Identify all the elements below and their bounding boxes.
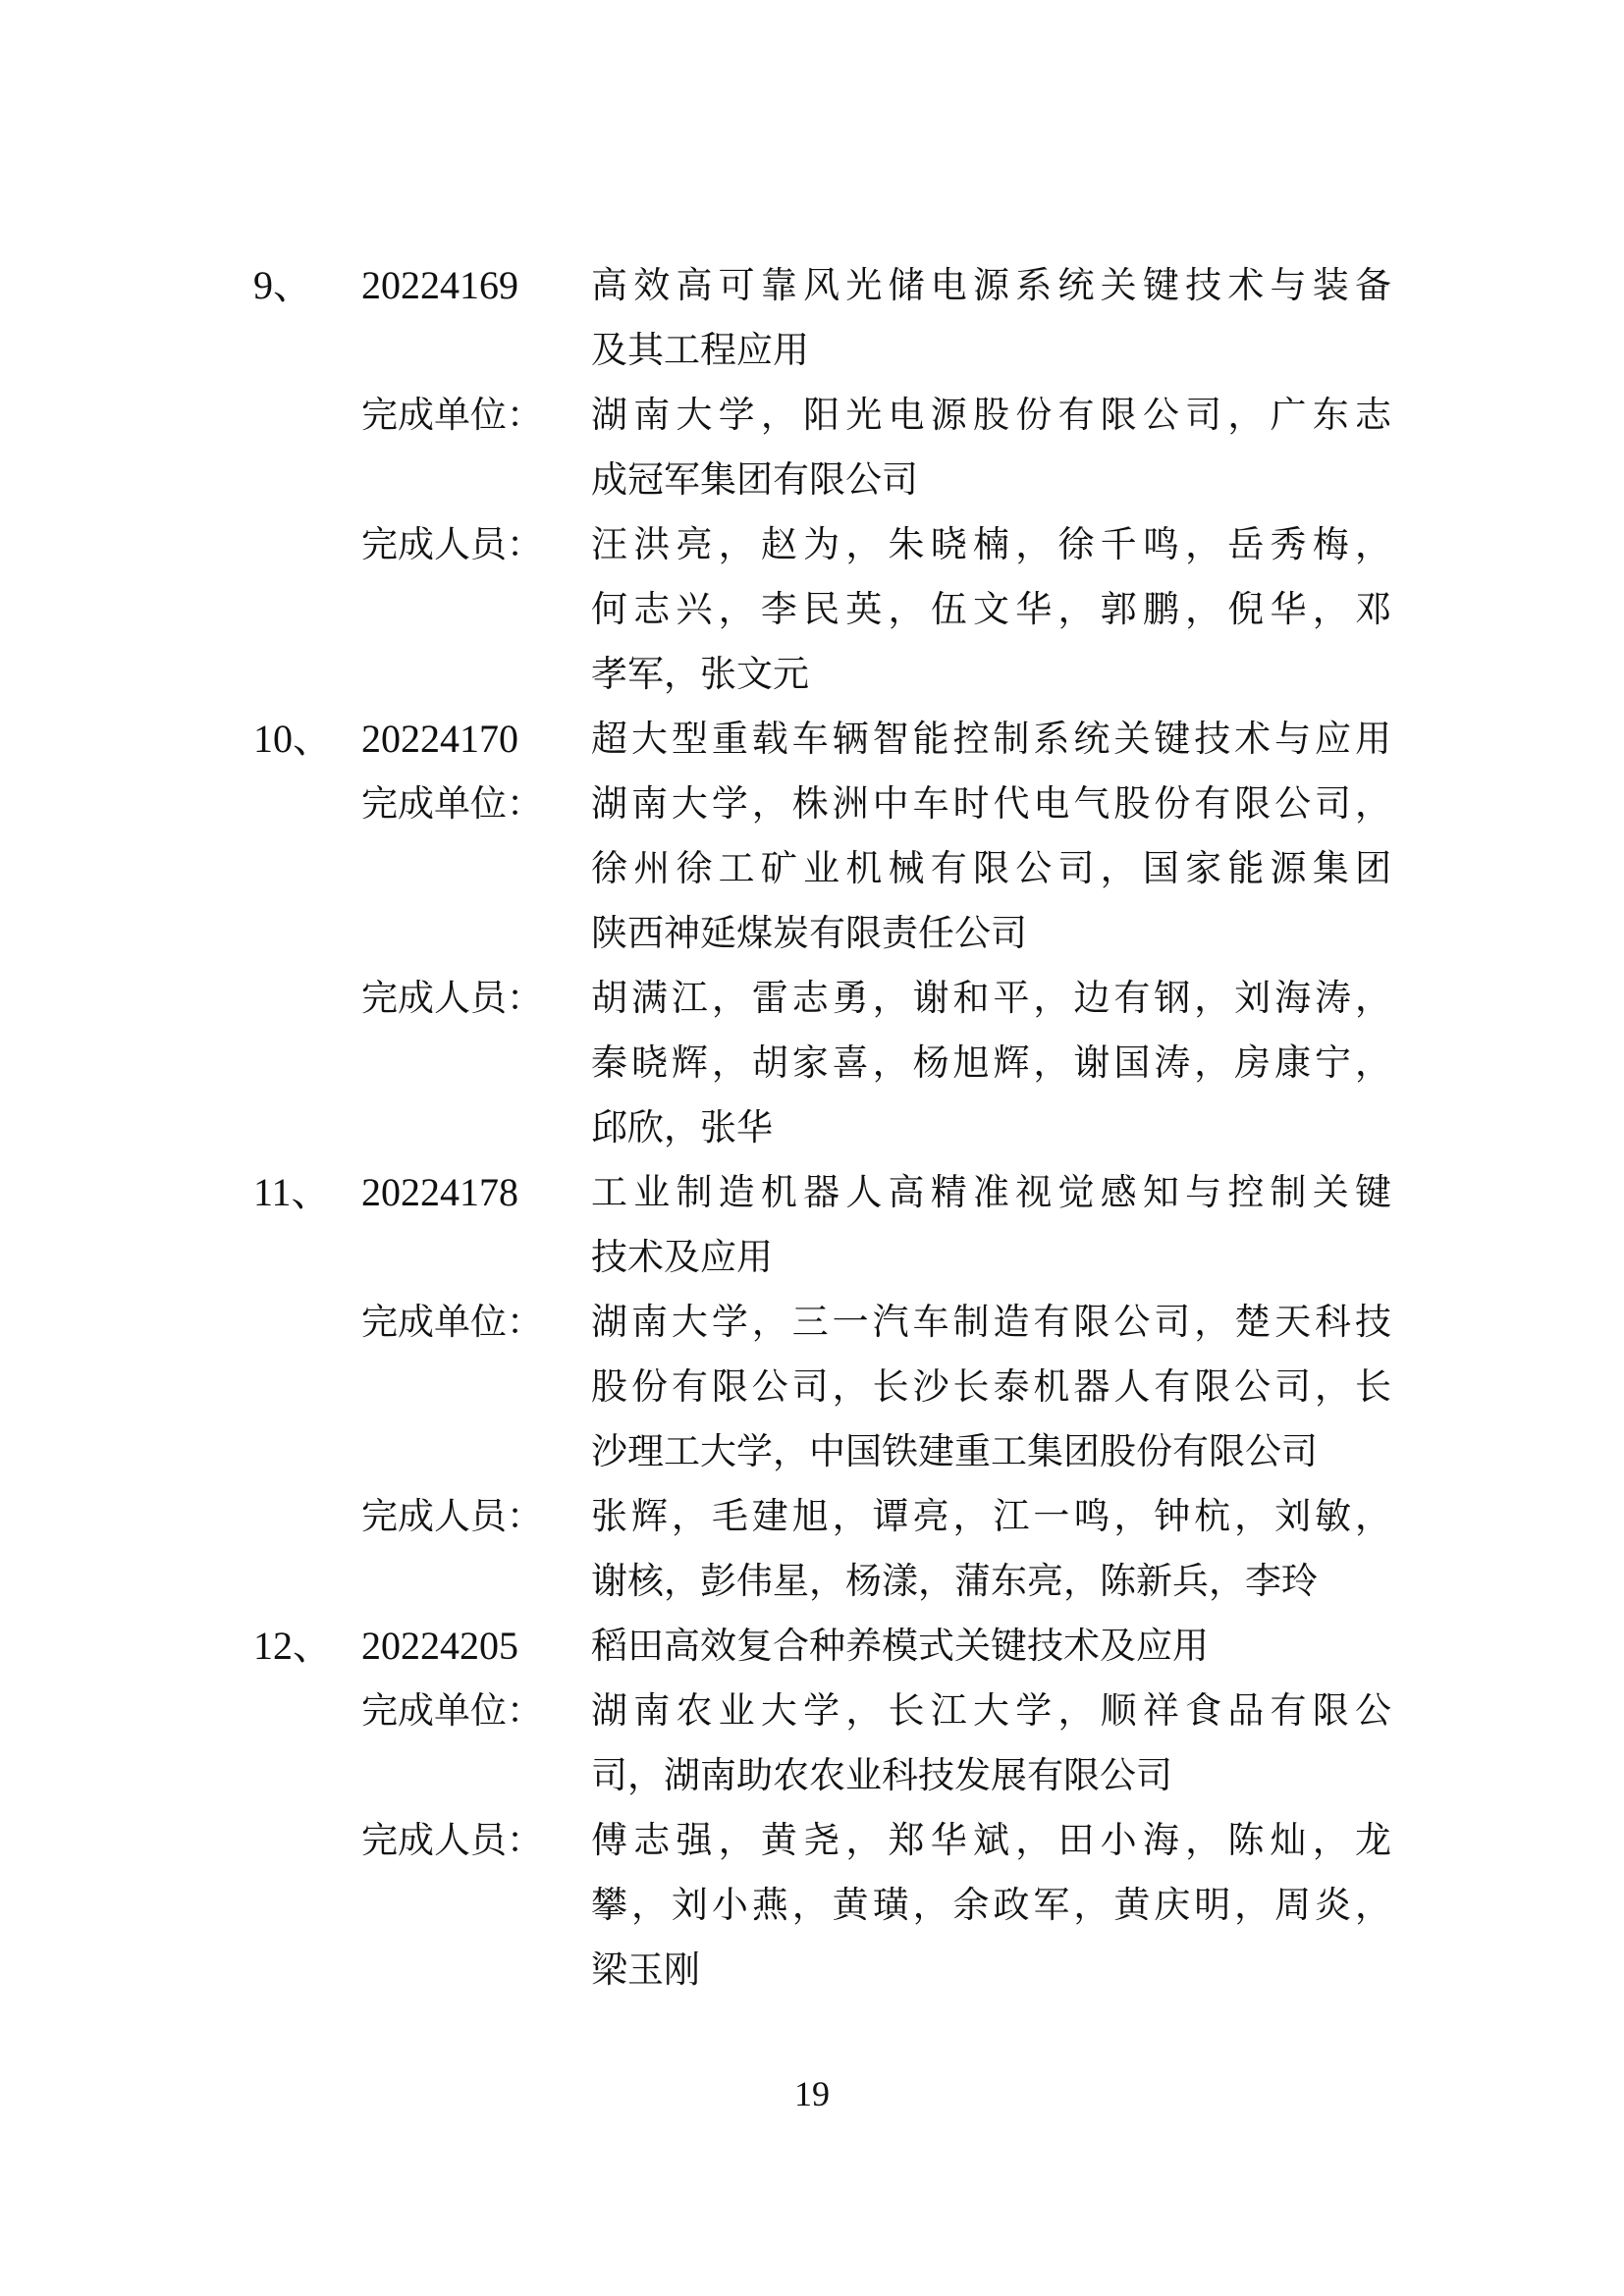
entry-title-line: 及其工程应用: [591, 329, 809, 371]
entry-number: 11、: [253, 1170, 331, 1214]
people-label: 完成人员：: [361, 523, 543, 565]
unit-label: 完成单位：: [361, 394, 543, 436]
entry-code: 20224169: [361, 263, 518, 307]
people-line: 傅志强，黄尧，郑华斌，田小海，陈灿，龙: [591, 1819, 1391, 1861]
entry-number: 10、: [253, 717, 332, 761]
entry-title-line: 工业制造机器人高精准视觉感知与控制关键: [591, 1171, 1391, 1213]
unit-label: 完成单位：: [361, 1301, 543, 1343]
people-line: 孝军，张文元: [591, 653, 809, 695]
people-line: 汪洪亮，赵为，朱晓楠，徐千鸣，岳秀梅，: [591, 523, 1391, 565]
entry-number: 9、: [253, 263, 312, 307]
people-line: 何志兴，李民英，伍文华，郭鹏，倪华，邓: [591, 588, 1391, 630]
unit-line: 湖南大学，三一汽车制造有限公司，楚天科技: [591, 1301, 1391, 1343]
people-line: 攀，刘小燕，黄璜，余政军，黄庆明，周炎，: [591, 1884, 1391, 1926]
entry-number: 12、: [253, 1624, 332, 1668]
people-line: 邱欣，张华: [591, 1106, 773, 1148]
unit-label: 完成单位：: [361, 782, 543, 825]
people-label: 完成人员：: [361, 977, 543, 1019]
people-label: 完成人员：: [361, 1495, 543, 1537]
unit-line: 陕西神延煤炭有限责任公司: [591, 912, 1027, 954]
people-line: 张辉，毛建旭，谭亮，江一鸣，钟杭，刘敏，: [591, 1495, 1391, 1537]
people-line: 胡满江，雷志勇，谢和平，边有钢，刘海涛，: [591, 977, 1391, 1019]
page-number: 19: [794, 2074, 830, 2113]
unit-line: 股份有限公司，长沙长泰机器人有限公司，长: [591, 1365, 1391, 1408]
people-line: 谢核，彭伟星，杨漾，蒲东亮，陈新兵，李玲: [591, 1560, 1318, 1602]
entry-code: 20224178: [361, 1170, 518, 1214]
unit-line: 成冠军集团有限公司: [591, 458, 918, 501]
entry-code: 20224205: [361, 1624, 518, 1668]
people-line: 梁玉刚: [591, 1949, 700, 1991]
unit-line: 湖南大学，株洲中车时代电气股份有限公司，: [591, 782, 1391, 825]
entry-title-line: 稻田高效复合种养模式关键技术及应用: [591, 1625, 1209, 1667]
people-line: 秦晓辉，胡家喜，杨旭辉，谢国涛，房康宁，: [591, 1041, 1391, 1084]
unit-line: 湖南农业大学，长江大学，顺祥食品有限公: [591, 1689, 1391, 1732]
people-label: 完成人员：: [361, 1819, 543, 1861]
unit-line: 沙理工大学，中国铁建重工集团股份有限公司: [591, 1430, 1318, 1472]
unit-line: 湖南大学，阳光电源股份有限公司，广东志: [591, 394, 1391, 436]
entry-title-line: 高效高可靠风光储电源系统关键技术与装备: [591, 264, 1391, 306]
entry-title-line: 技术及应用: [591, 1236, 773, 1278]
unit-line: 徐州徐工矿业机械有限公司，国家能源集团: [591, 847, 1391, 889]
unit-line: 司，湖南助农农业科技发展有限公司: [591, 1754, 1172, 1796]
entry-title-line: 超大型重载车辆智能控制系统关键技术与应用: [591, 718, 1391, 760]
entry-code: 20224170: [361, 717, 518, 761]
unit-label: 完成单位：: [361, 1689, 543, 1732]
